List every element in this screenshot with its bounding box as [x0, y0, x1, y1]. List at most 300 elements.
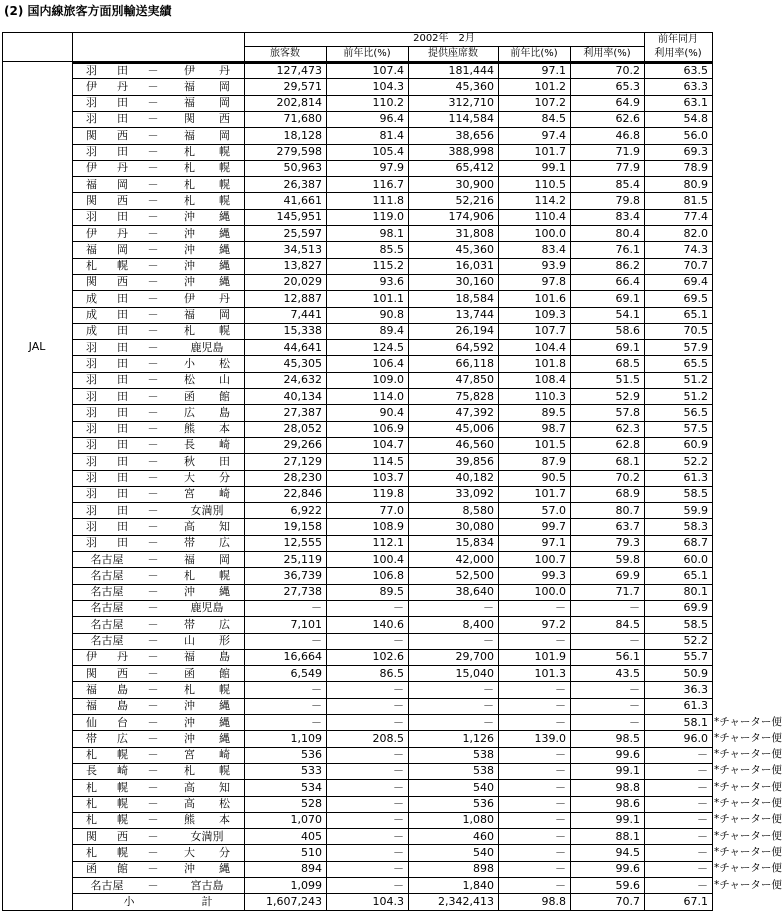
route-to: 松 山 — [184, 373, 230, 387]
load-factor: 62.3 — [615, 422, 640, 436]
pax-count: 25,597 — [283, 226, 322, 240]
route-from: 関 西 — [86, 128, 128, 142]
seat-yoy: 89.5 — [541, 405, 566, 419]
charter-note: *チャーター便 — [714, 862, 782, 875]
route-dash: － — [147, 340, 159, 354]
load-factor: 52.9 — [615, 389, 640, 403]
route-from: 札 幌 — [86, 748, 128, 762]
prev-load-factor: 52.2 — [683, 454, 708, 468]
route-dash: － — [147, 731, 159, 745]
load-factor: 83.4 — [615, 210, 640, 224]
route-from: 成 田 — [86, 324, 128, 338]
load-factor: 86.2 — [615, 259, 640, 273]
pax-yoy: 89.4 — [379, 324, 404, 338]
load-factor: － — [629, 715, 640, 729]
route-from: 福 岡 — [86, 242, 128, 256]
pax-count: 45,305 — [283, 356, 322, 370]
pax-yoy: 97.9 — [379, 161, 404, 175]
route-from: 伊 丹 — [86, 161, 128, 175]
prev-load-factor: 70.5 — [683, 324, 708, 338]
route-from: 成 田 — [86, 291, 128, 305]
prev-load-factor: 60.9 — [683, 438, 708, 452]
route-dash: － — [147, 764, 159, 778]
pax-yoy: 114.0 — [372, 389, 404, 403]
load-factor: － — [629, 682, 640, 696]
pax-yoy: 81.4 — [379, 128, 404, 142]
pax-yoy: 115.2 — [372, 259, 404, 273]
pax-yoy: 108.9 — [372, 519, 404, 533]
seat-yoy: 139.0 — [534, 731, 566, 745]
route-dash: － — [147, 666, 159, 680]
route-to: 鹿児島 — [190, 340, 224, 354]
route-from: 伊 丹 — [86, 79, 128, 93]
prev-load-factor: 56.0 — [683, 128, 708, 142]
charter-note: *チャーター便 — [714, 780, 782, 793]
load-factor: 51.5 — [615, 373, 640, 387]
prev-load-factor: 69.5 — [683, 291, 708, 305]
seat-count: 1,840 — [462, 878, 494, 892]
route-dash: － — [147, 601, 159, 615]
pax-count: 28,052 — [283, 422, 322, 436]
prev-load-factor: 51.2 — [683, 373, 708, 387]
seat-yoy: 57.0 — [541, 503, 566, 517]
load-factor: 98.8 — [615, 780, 640, 794]
load-factor: 63.7 — [615, 519, 640, 533]
route-to: 高 松 — [184, 797, 230, 810]
load-factor: 80.4 — [615, 226, 640, 240]
pax-yoy: － — [393, 682, 404, 696]
route-from: 羽 田 — [86, 63, 128, 77]
prev-load-factor: － — [697, 764, 708, 778]
route-dash: － — [147, 275, 159, 289]
prev-load-factor: 63.1 — [683, 96, 708, 110]
seat-count: 460 — [473, 829, 494, 843]
route-dash: － — [147, 259, 159, 273]
pax-count: 29,571 — [283, 79, 322, 93]
col-line-route — [72, 32, 73, 910]
load-factor: 68.9 — [615, 487, 640, 501]
seat-count: 39,856 — [455, 454, 494, 468]
seat-yoy: 97.2 — [541, 617, 566, 631]
seat-count: 38,640 — [455, 585, 494, 599]
route-dash: － — [147, 748, 159, 762]
seat-count: 45,006 — [455, 422, 494, 436]
route-dash: － — [147, 878, 159, 892]
load-factor: 71.7 — [615, 585, 640, 599]
seat-count: － — [483, 634, 494, 647]
seat-yoy: 99.1 — [541, 161, 566, 175]
route-from: 羽 田 — [86, 356, 128, 370]
seat-yoy: 107.2 — [534, 96, 566, 110]
route-to: 高 知 — [184, 780, 230, 794]
charter-note: *チャーター便 — [714, 715, 782, 728]
pax-yoy: － — [393, 862, 404, 876]
route-from: 名古屋 — [90, 634, 124, 647]
load-factor: 76.1 — [615, 242, 640, 256]
seat-count: 65,412 — [455, 161, 494, 175]
seat-yoy: － — [555, 845, 566, 859]
prev-load-factor: 58.5 — [683, 487, 708, 501]
pax-yoy: 102.6 — [372, 650, 404, 664]
subtotal-prev-load-factor: 67.1 — [683, 894, 708, 908]
route-from: 羽 田 — [86, 373, 128, 387]
route-dash: － — [147, 324, 159, 338]
seat-yoy: 101.5 — [534, 438, 566, 452]
pax-count: 12,887 — [283, 291, 322, 305]
load-factor: 59.6 — [615, 878, 640, 892]
route-from: 名古屋 — [90, 617, 124, 631]
seat-count: 181,444 — [448, 63, 494, 77]
seat-yoy: 104.4 — [534, 340, 566, 354]
route-dash: － — [147, 829, 159, 843]
prev-load-factor: 69.3 — [683, 145, 708, 158]
seat-count: 898 — [473, 862, 494, 876]
seat-count: 30,900 — [455, 177, 494, 191]
pax-yoy: 106.8 — [372, 568, 404, 582]
seat-yoy: 100.0 — [534, 585, 566, 599]
pax-yoy: 106.9 — [372, 422, 404, 436]
route-to: 鹿児島 — [190, 601, 224, 615]
seat-count: 75,828 — [455, 389, 494, 403]
prev-load-factor: 77.4 — [683, 210, 708, 224]
seat-count: 45,360 — [455, 242, 494, 256]
load-factor: 70.2 — [615, 471, 640, 484]
route-from: 札 幌 — [86, 845, 128, 859]
route-to: 高 知 — [184, 519, 230, 533]
seat-yoy: 110.5 — [534, 177, 566, 191]
route-to: 沖 縄 — [184, 226, 230, 240]
seat-yoy: 99.7 — [541, 519, 566, 533]
pax-yoy: － — [393, 878, 404, 892]
pax-count: 1,109 — [290, 731, 322, 745]
seat-count: 40,182 — [455, 471, 494, 484]
prev-load-factor: 78.9 — [683, 161, 708, 175]
load-factor: 98.5 — [615, 731, 640, 745]
seat-count: 8,400 — [462, 617, 494, 631]
route-to: 沖 縄 — [184, 275, 230, 289]
seat-count: 66,118 — [455, 356, 494, 370]
pax-count: 202,814 — [276, 96, 322, 110]
route-from: 札 幌 — [86, 780, 128, 794]
seat-yoy: 101.9 — [534, 650, 566, 664]
route-dash: － — [147, 634, 159, 647]
route-dash: － — [147, 454, 159, 468]
route-to: 沖 縄 — [184, 210, 230, 224]
prev-load-factor: 52.2 — [683, 634, 708, 647]
subtotal-pax-yoy: 104.3 — [372, 894, 404, 908]
route-to: 伊 丹 — [184, 63, 230, 77]
seat-yoy: 101.6 — [534, 291, 566, 305]
route-from: 札 幌 — [86, 797, 128, 810]
route-to: 札 幌 — [184, 324, 230, 338]
route-to: 福 岡 — [184, 552, 230, 566]
seat-yoy: － — [555, 797, 566, 810]
route-from: 関 西 — [86, 829, 128, 843]
pax-yoy: 114.5 — [372, 454, 404, 468]
route-from: 名古屋 — [90, 878, 124, 892]
pax-count: 40,134 — [283, 389, 322, 403]
prev-load-factor: 51.2 — [683, 389, 708, 403]
load-factor: 64.9 — [615, 96, 640, 110]
pax-yoy: 112.1 — [372, 536, 404, 550]
prev-load-factor: － — [697, 829, 708, 843]
prev-load-factor: 65.5 — [683, 356, 708, 370]
prev-load-factor: 36.3 — [683, 682, 708, 696]
seat-yoy: 97.8 — [541, 275, 566, 289]
prev-load-factor: － — [697, 813, 708, 827]
seat-yoy: 100.7 — [534, 552, 566, 566]
pax-count: 29,266 — [283, 438, 322, 452]
route-from: 成 田 — [86, 308, 128, 321]
route-from: 名古屋 — [90, 568, 124, 582]
load-factor: 99.1 — [615, 813, 640, 827]
seat-yoy: 97.1 — [541, 536, 566, 550]
seat-yoy: 87.9 — [541, 454, 566, 468]
route-from: 羽 田 — [86, 96, 128, 110]
seat-count: 45,360 — [455, 79, 494, 93]
seat-count: 8,580 — [462, 503, 494, 517]
pax-count: 18,128 — [283, 128, 322, 142]
prev-load-factor: － — [697, 878, 708, 892]
route-to: 伊 丹 — [184, 291, 230, 305]
seat-count: 15,040 — [455, 666, 494, 680]
route-to: 小 松 — [184, 356, 230, 370]
load-factor: 98.6 — [615, 797, 640, 810]
prev-load-factor: 74.3 — [683, 242, 708, 256]
load-factor: 94.5 — [615, 845, 640, 859]
prev-load-factor: － — [697, 797, 708, 810]
route-to: 福 岡 — [184, 79, 230, 93]
route-dash: － — [147, 79, 159, 93]
seat-count: 30,160 — [455, 275, 494, 289]
load-factor: 62.6 — [615, 112, 640, 126]
load-factor: 54.1 — [615, 308, 640, 321]
pax-count: 6,549 — [290, 666, 322, 680]
pax-count: 534 — [301, 780, 322, 794]
route-to: 札 幌 — [184, 682, 230, 696]
subtotal-label: 計 — [201, 894, 213, 908]
seat-yoy: 109.3 — [534, 308, 566, 321]
seat-count: － — [483, 699, 494, 713]
route-to: 札 幌 — [184, 145, 230, 158]
load-factor: 62.8 — [615, 438, 640, 452]
charter-note: *チャーター便 — [714, 829, 782, 842]
route-dash: － — [147, 471, 159, 484]
pax-count: 533 — [301, 764, 322, 778]
route-from: 羽 田 — [86, 112, 128, 126]
pax-count: 19,158 — [283, 519, 322, 533]
route-to: 熊 本 — [184, 422, 230, 436]
route-from: 伊 丹 — [86, 226, 128, 240]
route-to: 函 館 — [184, 666, 230, 680]
route-from: 羽 田 — [86, 438, 128, 452]
seat-count: 47,850 — [455, 373, 494, 387]
prev-load-factor: 57.5 — [683, 422, 708, 436]
load-factor: 43.5 — [615, 666, 640, 680]
route-to: 山 形 — [184, 634, 230, 647]
route-to: 沖 縄 — [184, 259, 230, 273]
seat-yoy: 107.7 — [534, 324, 566, 338]
load-factor: 79.3 — [615, 536, 640, 550]
prev-load-factor: 70.7 — [683, 259, 708, 273]
pax-yoy: － — [393, 780, 404, 794]
seat-count: － — [483, 682, 494, 696]
load-factor: 59.8 — [615, 552, 640, 566]
prev-load-factor: 69.4 — [683, 275, 708, 289]
seat-yoy: － — [555, 601, 566, 615]
pax-count: 22,846 — [283, 487, 322, 501]
route-to: 札 幌 — [184, 193, 230, 207]
pax-yoy: 124.5 — [372, 340, 404, 354]
seat-count: 26,194 — [455, 324, 494, 338]
pax-yoy: － — [393, 634, 404, 647]
prev-load-factor: 82.0 — [683, 226, 708, 240]
seat-yoy: － — [555, 878, 566, 892]
route-dash: － — [147, 780, 159, 794]
pax-yoy: － — [393, 601, 404, 615]
prev-load-factor: 60.0 — [683, 552, 708, 566]
page-title: (2) 国内線旅客方面別輸送実績 — [4, 4, 172, 18]
route-to: 宮 崎 — [184, 487, 230, 501]
prev-load-factor: 96.0 — [683, 731, 708, 745]
load-factor: 69.1 — [615, 291, 640, 305]
route-to: 沖 縄 — [184, 242, 230, 256]
pax-count: 16,664 — [283, 650, 322, 664]
pax-count: 13,827 — [283, 259, 322, 273]
prev-load-factor: 58.5 — [683, 617, 708, 631]
table-left-border — [2, 32, 3, 910]
pax-count: － — [311, 715, 322, 729]
column-header: 前年比(%) — [343, 48, 391, 59]
route-to: 大 分 — [184, 845, 230, 859]
route-dash: － — [147, 161, 159, 175]
route-from: 名古屋 — [90, 552, 124, 566]
seat-yoy: － — [555, 699, 566, 713]
load-factor: 69.1 — [615, 340, 640, 354]
pax-count: 36,739 — [283, 568, 322, 582]
route-to: 沖 縄 — [184, 731, 230, 745]
route-dash: － — [147, 96, 159, 110]
column-header: 提供座席数 — [428, 48, 478, 59]
route-from: 羽 田 — [86, 210, 128, 224]
pax-count: 536 — [301, 748, 322, 762]
pax-count: 26,387 — [283, 177, 322, 191]
pax-count: － — [311, 634, 322, 647]
prev-load-factor: 81.5 — [683, 193, 708, 207]
seat-yoy: － — [555, 748, 566, 762]
column-header: 旅客数 — [270, 48, 300, 59]
pax-count: 20,029 — [283, 275, 322, 289]
route-dash: － — [147, 291, 159, 305]
load-factor: 57.8 — [615, 405, 640, 419]
route-dash: － — [147, 487, 159, 501]
seat-count: 31,808 — [455, 226, 494, 240]
prev-load-factor: － — [697, 862, 708, 876]
route-from: 長 崎 — [86, 764, 128, 778]
pax-count: 127,473 — [276, 63, 322, 77]
route-dash: － — [147, 552, 159, 566]
prev-load-factor: 50.9 — [683, 666, 708, 680]
seat-yoy: 101.8 — [534, 356, 566, 370]
route-from: 羽 田 — [86, 145, 128, 158]
charter-note: *チャーター便 — [714, 813, 782, 826]
route-dash: － — [147, 699, 159, 713]
load-factor: － — [629, 634, 640, 647]
pax-count: 34,513 — [283, 242, 322, 256]
seat-count: 42,000 — [455, 552, 494, 566]
route-from: 関 西 — [86, 666, 128, 680]
pax-count: 1,070 — [290, 813, 322, 827]
prev-load-factor: － — [697, 845, 708, 859]
pax-yoy: 104.3 — [372, 79, 404, 93]
header-period: 2002年 2月 — [413, 33, 475, 44]
route-dash: － — [147, 568, 159, 582]
pax-yoy: － — [393, 699, 404, 713]
seat-count: 388,998 — [448, 145, 494, 158]
charter-note: *チャーター便 — [714, 845, 782, 858]
prev-month-header: 前年同月 — [658, 34, 698, 45]
seat-count: 1,080 — [462, 813, 494, 827]
pax-yoy: 89.5 — [379, 585, 404, 599]
seat-yoy: 84.5 — [541, 112, 566, 126]
route-to: 関 西 — [184, 112, 230, 126]
seat-yoy: 101.7 — [534, 487, 566, 501]
pax-count: 1,099 — [290, 878, 322, 892]
pax-count: － — [311, 699, 322, 713]
pax-count: 894 — [301, 862, 322, 876]
route-to: 福 岡 — [184, 308, 230, 321]
route-to: 札 幌 — [184, 568, 230, 582]
table-bottom-border — [2, 910, 712, 911]
seat-count: 47,392 — [455, 405, 494, 419]
seat-yoy: 101.7 — [534, 145, 566, 158]
seat-yoy: － — [555, 634, 566, 647]
route-to: 札 幌 — [184, 764, 230, 778]
pax-yoy: 104.7 — [372, 438, 404, 452]
table-right-border — [712, 32, 713, 911]
route-from: 関 西 — [86, 193, 128, 207]
prev-load-factor: － — [697, 780, 708, 794]
pax-count: 12,555 — [283, 536, 322, 550]
subtotal-seat-yoy: 98.8 — [541, 894, 566, 908]
seat-yoy: － — [555, 682, 566, 696]
pax-count: 145,951 — [276, 210, 322, 224]
seat-count: 1,126 — [462, 731, 494, 745]
prev-load-factor: 61.3 — [683, 699, 708, 713]
load-factor: 99.6 — [615, 862, 640, 876]
pax-yoy: 140.6 — [372, 617, 404, 631]
route-dash: － — [147, 63, 159, 77]
prev-load-factor: 55.7 — [683, 650, 708, 664]
route-dash: － — [147, 650, 159, 664]
pax-yoy: － — [393, 797, 404, 810]
seat-count: 33,092 — [455, 487, 494, 501]
subtotal-pax: 1,607,243 — [266, 894, 322, 908]
pax-yoy: 86.5 — [379, 666, 404, 680]
route-from: 羽 田 — [86, 471, 128, 484]
load-factor: 85.4 — [615, 177, 640, 191]
route-dash: － — [147, 128, 159, 142]
pax-yoy: 100.4 — [372, 552, 404, 566]
seat-count: 46,560 — [455, 438, 494, 452]
pax-count: 27,387 — [283, 405, 322, 419]
route-to: 札 幌 — [184, 177, 230, 191]
load-factor: 99.6 — [615, 748, 640, 762]
seat-count: 30,080 — [455, 519, 494, 533]
route-to: 沖 縄 — [184, 715, 230, 729]
pax-count: 25,119 — [283, 552, 322, 566]
prev-load-factor: 61.3 — [683, 471, 708, 484]
